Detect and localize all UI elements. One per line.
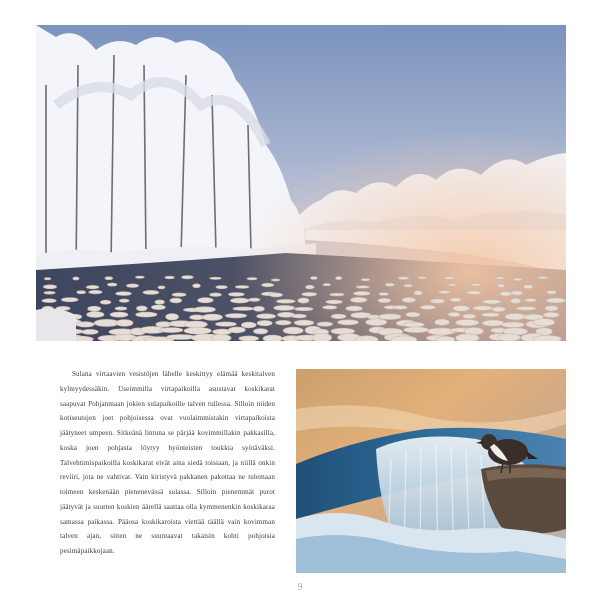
ice-pancake — [406, 312, 420, 317]
ice-pancake — [404, 322, 424, 327]
ice-pancake — [351, 297, 367, 302]
ice-pancake — [87, 312, 104, 318]
ice-pancake — [61, 298, 78, 302]
ice-pancake — [310, 277, 317, 280]
ice-pancake — [184, 321, 207, 328]
ice-pancake — [158, 286, 165, 289]
ice-pancake — [323, 306, 337, 310]
ice-pancake — [385, 283, 394, 286]
ice-pancake — [331, 314, 346, 319]
ice-pancake — [166, 314, 179, 321]
ice-pancake — [404, 327, 429, 333]
ice-pancake — [511, 291, 523, 295]
ice-pancake — [346, 306, 363, 311]
ice-pancake — [524, 285, 534, 289]
ice-pancake — [378, 298, 391, 302]
ice-pancake — [43, 285, 56, 289]
ice-pancake — [116, 292, 132, 296]
ice-pancake — [456, 334, 480, 341]
ice-pancake — [44, 291, 55, 294]
ice-pancake — [482, 320, 504, 326]
ice-pancake — [165, 276, 174, 279]
ice-pancake — [448, 312, 460, 316]
ice-pancake — [430, 299, 445, 303]
ice-pancake — [143, 290, 159, 294]
ice-pancake — [295, 307, 313, 310]
ice-pancake — [326, 300, 342, 304]
ice-pancake — [167, 335, 195, 340]
ice-pancake — [439, 291, 451, 294]
ice-pancake — [257, 314, 276, 319]
ice-pancake — [353, 291, 370, 295]
ice-pancake — [323, 283, 331, 285]
ice-pancake — [228, 293, 244, 297]
body-text-paragraph: Sulana virtaavien vesistöjen lähelle keskittyy elämää keskitalven kylmyydessäkin. Useimmilla virtapaikoilla asustavat koskikarat saapuvat Pohjanmaan jokien sulapaikoille talven tullessa. Silloin niiden kotiseutujen joet pohjoisessa ovat vuolaimmistakin virtapaikoista jäätyneet umpeen. Sitkeänä lintuna se pärjää kovimmillakin pakkasilla, koska joen pohjasta löytyy hyönteisten toukkia syötäväksi. Talvehtimispaikoilla koskikarat eivät aina siedä toisiaan, ja niillä onkin reviiri, jota ne vahtivat. Vain kiristyvä pakkanen pakottaa ne tulemaan toimeen keskenään pienenevässä sulassa. Silloin pienemmät purot jäätyvät ja suurten koskien äärellä saattaa olla kymmenenkin koskikaraa samassa paikassa. Pääosa koskikaroista viettää täällä vain kovimman talven ajan, sitten ne suuntaavat takaisin kohti pohjoisia pesimäpaikkojaan. — [60, 370, 275, 555]
ice-pancake — [82, 329, 98, 334]
ice-pancake — [513, 278, 522, 281]
ice-pancake — [105, 277, 113, 280]
ice-pancake — [235, 286, 249, 289]
ice-pancake — [356, 286, 369, 289]
ice-pancake — [233, 307, 254, 311]
ice-pancake — [184, 328, 211, 335]
ice-pancake — [160, 328, 183, 333]
ice-pancake — [115, 307, 127, 310]
ice-pancake — [292, 314, 307, 318]
ice-pancake — [225, 314, 246, 318]
ice-pancake — [100, 300, 111, 304]
ice-pancake — [473, 306, 492, 311]
ice-pancake — [135, 276, 144, 278]
ice-pancake — [110, 312, 128, 317]
ice-pancake — [338, 320, 359, 325]
ice-pancake — [89, 290, 102, 294]
ice-pancake — [418, 277, 427, 279]
ice-pancake — [44, 278, 51, 280]
ice-pancake — [253, 306, 264, 311]
ice-pancake — [547, 291, 557, 295]
ice-pancake — [257, 320, 272, 325]
ice-pancake — [305, 285, 314, 289]
ice-pancake — [533, 319, 555, 326]
ice-pancake — [546, 298, 565, 303]
ice-pancake — [525, 299, 537, 302]
ice-pancake — [317, 322, 333, 326]
ice-pancake — [336, 277, 342, 280]
ice-pancake — [215, 322, 236, 326]
ice-pancake — [193, 284, 201, 288]
ice-pancake — [77, 291, 86, 294]
ice-pancake — [151, 305, 165, 310]
ice-pancake — [172, 293, 186, 297]
ice-pancake — [453, 306, 469, 312]
ice-pancake — [202, 314, 222, 320]
ice-pancake — [379, 314, 401, 320]
ice-pancake — [283, 327, 303, 334]
ice-pancake — [263, 335, 282, 341]
ice-pancake — [107, 283, 117, 286]
page-number: 9 — [297, 582, 303, 593]
ice-pancake — [42, 299, 56, 303]
ice-pancake — [247, 278, 257, 280]
ice-pancake — [496, 277, 505, 280]
ice-pancake — [455, 319, 479, 325]
ice-pancake — [538, 277, 548, 279]
ice-pancake — [211, 334, 231, 341]
ice-pancake — [448, 284, 456, 286]
ice-pancake — [505, 313, 525, 320]
ice-pancake — [471, 284, 481, 286]
ice-pancake — [511, 298, 521, 303]
ice-pancake — [302, 292, 317, 296]
ice-pancake — [444, 277, 454, 280]
ice-pancake — [497, 284, 504, 288]
ice-pancake — [136, 312, 157, 317]
ice-pancake — [270, 293, 283, 297]
ice-pancake — [210, 277, 222, 279]
ice-pancake — [393, 306, 407, 310]
ice-pancake — [216, 286, 227, 289]
ice-pancake — [500, 292, 512, 296]
ice-pancake — [210, 293, 222, 297]
ice-pancake — [239, 336, 259, 341]
ice-pancake — [516, 307, 536, 311]
ice-pancake — [497, 334, 520, 341]
ice-pancake — [361, 279, 370, 281]
ice-pancake — [420, 305, 435, 309]
ice-pancake — [436, 336, 455, 341]
ice-pancake — [435, 319, 450, 325]
ice-pancake — [298, 298, 309, 303]
ice-pancake — [294, 320, 314, 325]
ice-pancake — [398, 277, 409, 280]
ice-pancake — [253, 329, 267, 334]
ice-pancake — [276, 299, 295, 303]
ice-pancake — [483, 300, 501, 304]
ice-pancake — [502, 322, 525, 327]
ice-pancake — [182, 276, 194, 279]
ice-pancake — [170, 298, 182, 303]
dipper-photo — [296, 369, 566, 573]
ice-pancake — [198, 298, 214, 303]
ice-pancake — [228, 327, 245, 333]
ice-pancake — [463, 314, 476, 319]
ice-pancake — [533, 335, 562, 341]
ice-pancake — [545, 306, 558, 311]
ice-pancake — [543, 312, 559, 317]
hero-photo — [36, 25, 566, 341]
ice-pancake — [126, 284, 138, 288]
ice-pancake — [404, 284, 413, 287]
ice-pancake — [248, 298, 260, 301]
ice-pancake — [330, 293, 344, 296]
ice-pancake — [73, 277, 79, 280]
frosted-forest-river-image — [36, 25, 566, 341]
ice-pancake — [276, 320, 291, 325]
ice-pancake — [482, 313, 500, 317]
ice-pancake — [467, 291, 482, 294]
ice-pancake — [271, 279, 280, 281]
ice-pancake — [414, 291, 423, 296]
ice-pancake — [492, 307, 506, 312]
ice-pancake — [86, 285, 99, 288]
dipper-on-rapids-image — [296, 369, 566, 573]
ice-pancake — [155, 300, 165, 304]
ice-pancake — [77, 322, 95, 327]
ice-pancake — [136, 306, 147, 311]
ice-pancake — [402, 297, 415, 302]
ice-pancake — [312, 333, 332, 341]
ice-pancake — [274, 305, 295, 310]
ice-pancake — [331, 328, 355, 334]
ice-pancake — [194, 307, 216, 313]
ice-pancake — [231, 298, 250, 303]
ice-pancake — [366, 319, 387, 326]
ice-pancake — [241, 322, 256, 328]
ice-pancake — [450, 298, 461, 302]
ice-pancake — [119, 299, 129, 302]
ice-pancake — [379, 293, 389, 296]
ice-pancake — [116, 320, 133, 327]
ice-pancake — [88, 306, 101, 311]
ice-pancake — [262, 283, 274, 287]
